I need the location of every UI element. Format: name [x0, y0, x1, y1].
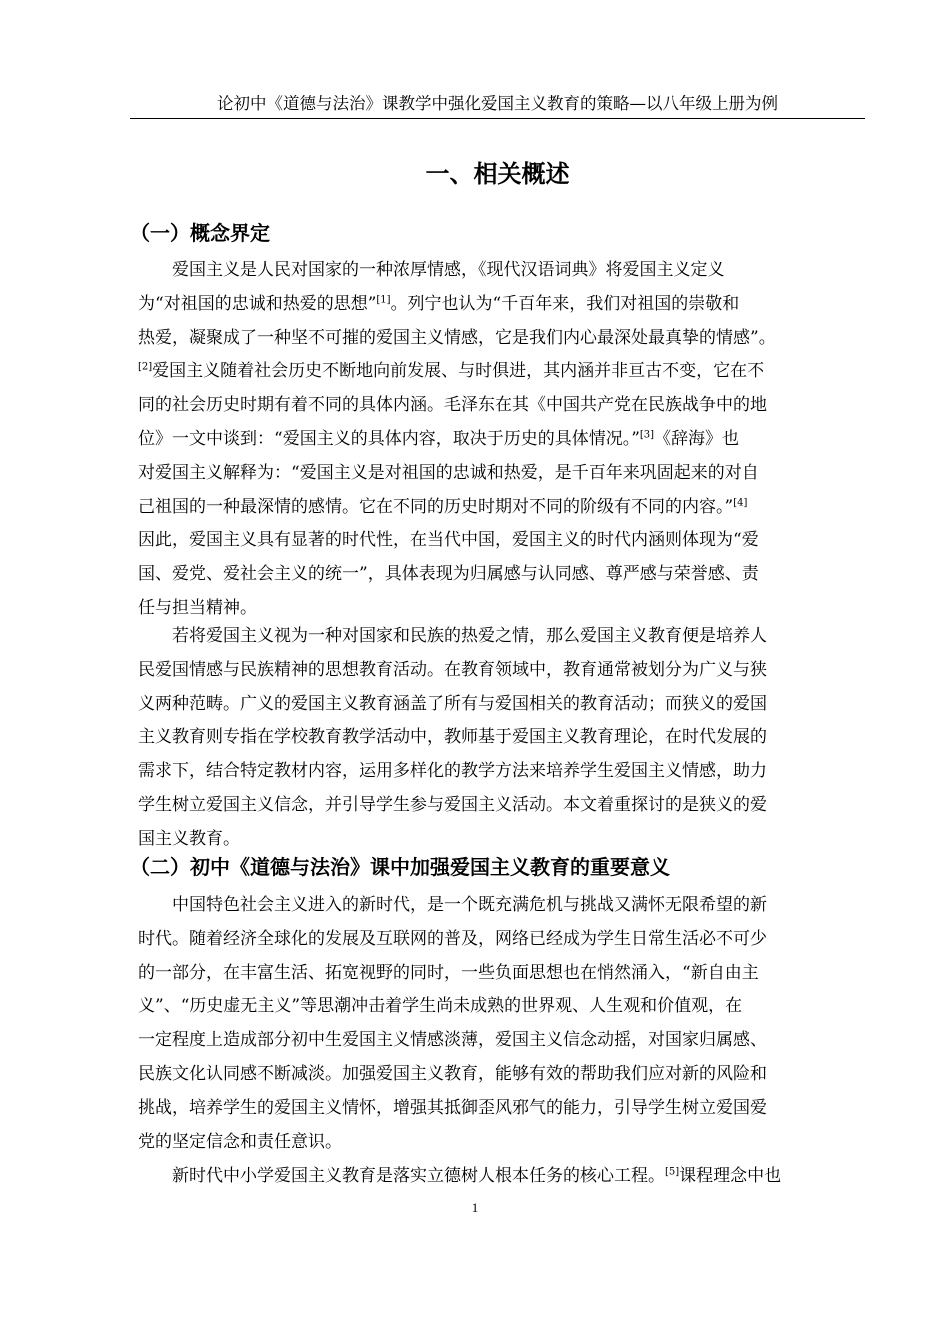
chapter-title: 一、相关概述 — [425, 160, 570, 188]
running-header-title: 论初中《道德与法治》课教学中强化爱国主义教育的策略—以八年级上册为例 — [217, 94, 778, 113]
text-line: 时代。随着经济全球化的发展及互联网的普及，网络已经成为学生日常生活必不可少 — [138, 928, 767, 949]
text-line: 同的社会历史时期有着不同的具体内涵。毛泽东在其《中国共产党在民族战争中的地 — [138, 395, 767, 416]
text-line: 位》一文中谈到：“爱国主义的具体内容，取决于历史的具体情况。”[3]《辞海》也 — [138, 428, 740, 449]
text-line: 因此，爱国主义具有显著的时代性，在当代中国，爱国主义的时代内涵则体现为“爱 — [138, 530, 759, 551]
text-line: 需求下，结合特定教材内容，运用多样化的教学方法来培养学生爱国主义情感，助力 — [138, 761, 767, 782]
paragraph — [138, 1160, 858, 1194]
text-line: 热爱，凝聚成了一种坚不可摧的爱国主义情感，它是我们内心最深处最真挚的情感”。 — [138, 327, 776, 348]
citation-marker: [2] — [138, 361, 153, 373]
text-line: 爱国主义是人民对国家的一种浓厚情感，《现代汉语词典》将爱国主义定义 — [172, 260, 725, 280]
text-line: 一定程度上造成部分初中生爱国主义情感淡薄，爱国主义信念动摇，对国家归属感、 — [138, 1030, 767, 1051]
section-heading-concept: （一）概念界定 — [130, 221, 270, 245]
text-line: 中国特色社会主义进入的新时代，是一个既充满危机与挑战又满怀无限希望的新 — [172, 895, 767, 915]
text-line: 主义教育则专指在学校教育教学活动中，教师基于爱国主义教育理论，在时代发展的 — [138, 727, 767, 748]
text-line: [2]爱国主义随着社会历史不断地向前发展、与时俱进，其内涵并非亘古不变，它在不 — [138, 361, 765, 382]
paragraph — [138, 889, 858, 1159]
citation-marker: [3] — [639, 429, 655, 441]
text-line: 挑战，培养学生的爱国主义情怀，增强其抵御歪风邪气的能力，引导学生树立爱国爱 — [138, 1097, 767, 1118]
citation-marker: [1] — [376, 294, 391, 306]
section-heading-significance: （二）初中《道德与法治》课中加强爱国主义教育的重要意义 — [130, 855, 670, 879]
text-line: 义”、“历史虚无主义”等思潮冲击着学生尚未成熟的世界观、人生观和价值观，在 — [138, 996, 743, 1017]
text-line: 义两种范畴。广义的爱国主义教育涵盖了所有与爱国相关的教育活动；而狭义的爱国 — [138, 693, 767, 714]
text-line: 为“对祖国的忠诚和热爱的思想”[1]。列宁也认为“千百年来，我们对祖国的崇敬和 — [138, 293, 740, 314]
text-line: 对爱国主义解释为：“爱国主义是对祖国的忠诚和热爱，是千百年来巩固起来的对自 — [138, 462, 759, 483]
text-line: 民爱国情感与民族精神的思想教育活动。在教育领域中，教育通常被划分为广义与狭 — [138, 659, 767, 680]
text-line: 的一部分，在丰富生活、拓宽视野的同时，一些负面思想也在悄然涌入，“新自由主 — [138, 962, 759, 983]
text-line: 若将爱国主义视为一种对国家和民族的热爱之情，那么爱国主义教育便是培养人 — [172, 626, 767, 646]
citation-marker: [4] — [733, 496, 748, 508]
citation-marker: [5] — [665, 1166, 680, 1178]
text-line: 己祖国的一种最深情的感情。它在不同的历史时期对不同的阶级有不同的内容。”[4] — [138, 496, 748, 517]
text-line: 党的坚定信念和责任意识。 — [138, 1131, 342, 1152]
text-line: 国主义教育。 — [138, 828, 240, 849]
text-line: 新时代中小学爱国主义教育是落实立德树人根本任务的核心工程。[5]课程理念中也 — [172, 1166, 782, 1186]
paragraph — [138, 620, 858, 857]
page-number: 1 — [471, 1200, 479, 1215]
text-line: 国、爱党、爱社会主义的统一”，具体表现为归属感与认同感、尊严感与荣誉感、责 — [138, 564, 759, 585]
text-line: 学生树立爱国主义信念，并引导学生参与爱国主义活动。本文着重探讨的是狭义的爱 — [138, 794, 767, 815]
paragraph — [138, 254, 858, 626]
text-line: 任与担当精神。 — [138, 597, 257, 618]
text-line: 民族文化认同感不断减淡。加强爱国主义教育，能够有效的帮助我们应对新的风险和 — [138, 1063, 767, 1084]
running-header — [130, 92, 865, 119]
